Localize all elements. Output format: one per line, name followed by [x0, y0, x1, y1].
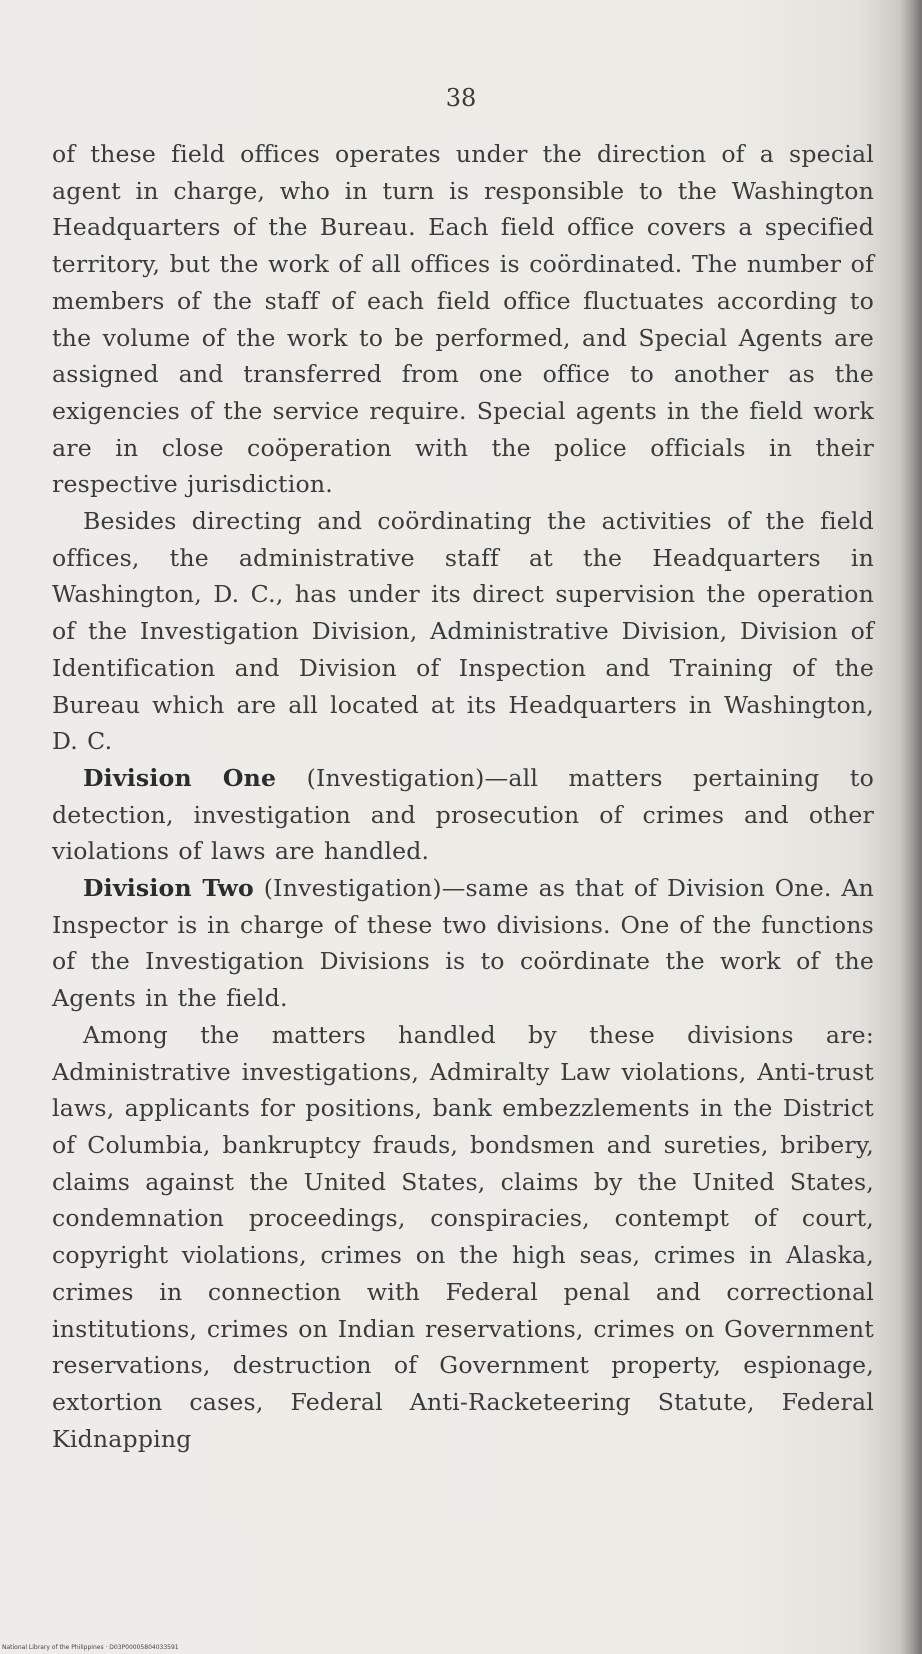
paragraph-field-offices: of these field offices operates under the direction of a special agent in charge, who in turn is responsible to the Washington Headquarters of the Bureau. Each field office covers a specified territory, but the work of all offices is coördinated. The number of members of the staff of each field office fluctuates according to the volume of the work to be performed, and Special Agents are assigned and transferred from one office to another as the exigencies of the service require. Special agents in the field work are in close coöperation with the police officials in their respective jurisdiction. — [52, 140, 874, 499]
page-edge-shadow — [900, 0, 922, 1654]
division-one-text: (Investigation)—all matters pertaining to detection, investigation and prosecution of crimes and other violations of laws are handled. — [52, 763, 874, 866]
division-two-text: (Investigation)—same as that of Division One. An Inspector is in charge of these two divisions. One of the functions of the Investigation Divisions is to coördinate the work of the Agents in the field. — [52, 874, 875, 1013]
footer-stamp: National Library of the Philippines · D03P00005804033591 — [2, 1644, 179, 1651]
division-two-heading: Division Two — [83, 874, 254, 903]
paragraph-administrative-staff: Besides directing and coördinating the activities of the field offices, the administrative staff at the Headquarters in Washington, D. C., has under its direct supervision the operation of the Investigation Division, Administrative Division, Division of Identification and Division of Inspection and Training of the Bureau which are all located at its Headquarters in Washington, D. C. — [52, 507, 874, 756]
page-number: 38 — [445, 84, 477, 112]
paragraph-division-two — [52, 870, 874, 1017]
body-text — [52, 136, 874, 1457]
paragraph-matters-handled: Among the matters handled by these divisions are: Administrative investigations, Admiralty Law violations, Anti-trust laws, applicants for positions, bank embezzlements in the District of Columbia, bankruptcy frauds, bondsmen and sureties, bribery, claims against the United States, claims by the United States, condemnation proceedings, conspiracies, contempt of court, copyright violations, crimes on the high seas, crimes in Alaska, crimes in connection with Federal penal and correctional institutions, crimes on Indian reservations, crimes on Government reservations, destruction of Government property, espionage, extortion cases, Federal Anti-Racketeering Statute, Federal Kidnapping — [52, 1020, 874, 1453]
division-one-heading: Division One — [83, 763, 277, 792]
paragraph-division-one — [52, 760, 874, 870]
